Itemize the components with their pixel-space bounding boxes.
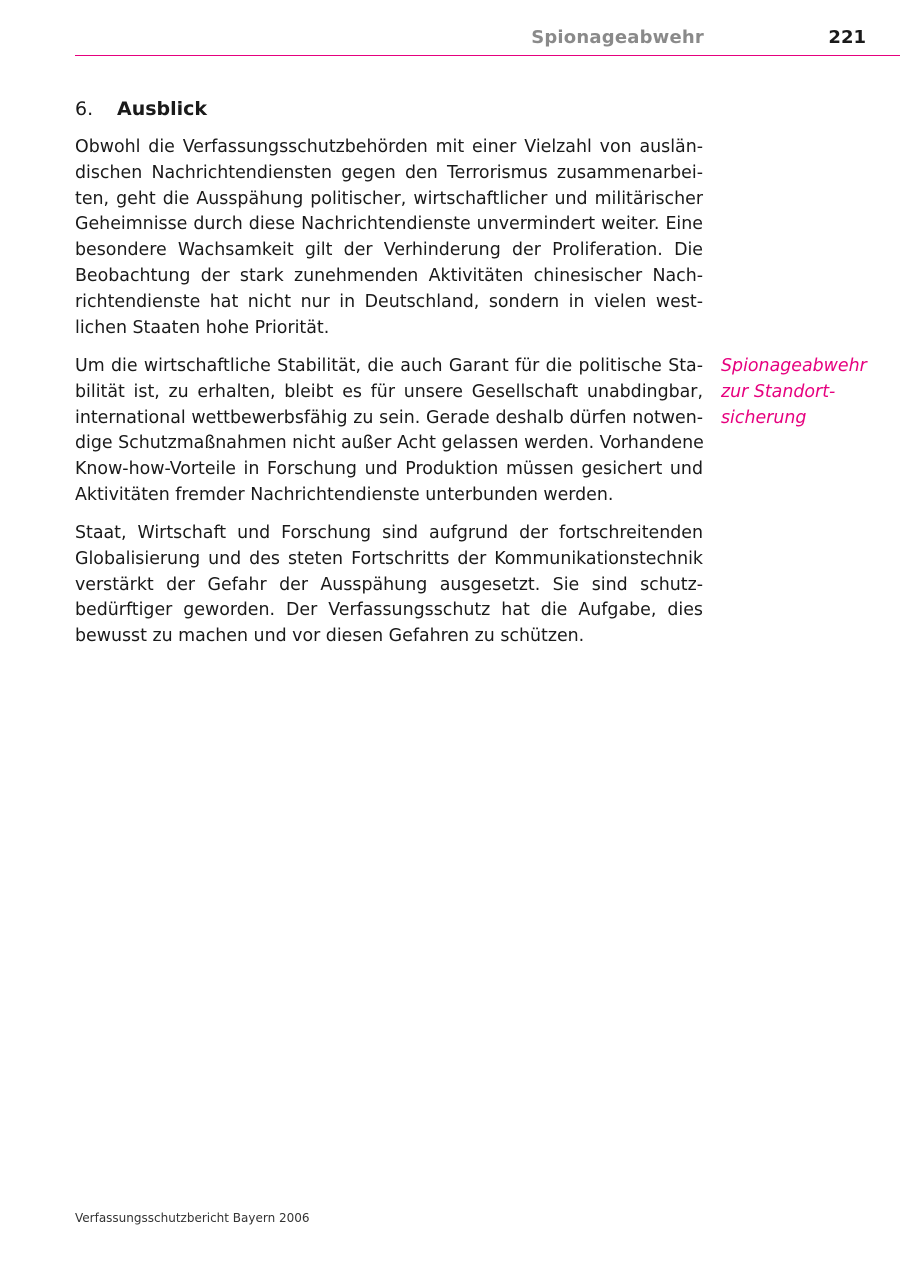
text-line: dige Schutzmaßnahmen nicht außer Acht gelassen werden. Vorhandene xyxy=(75,433,704,454)
paragraph-2 xyxy=(75,354,703,509)
text-line: lichen Staaten hohe Priorität. xyxy=(75,317,330,338)
section-title: Ausblick xyxy=(117,98,208,120)
margin-note-line: zur Standort- xyxy=(721,381,836,402)
paragraph-1 xyxy=(75,135,703,341)
text-line: Aktivitäten fremder Nachrichtendienste unterbunden werden. xyxy=(75,484,614,505)
text-line: Um die wirtschaftliche Stabilität, die auch Garant für die politische Sta- xyxy=(75,356,703,376)
text-line: Globalisierung und des steten Fortschritts der Kommunikationstechnik xyxy=(75,548,703,569)
text-line: international wettbewerbsfähig zu sein. Gerade deshalb dürfen notwen- xyxy=(75,407,703,428)
text-line: Geheimnisse durch diese Nachrichtendienste unvermindert weiter. Eine xyxy=(75,214,703,235)
page-footer: Verfassungsschutzbericht Bayern 2006 xyxy=(75,1211,310,1225)
section-heading xyxy=(75,96,207,122)
margin-note xyxy=(721,354,891,431)
margin-note-line: sicherung xyxy=(721,407,807,428)
text-line: Obwohl die Verfassungsschutzbehörden mit einer Vielzahl von auslän- xyxy=(75,137,703,157)
header-rule xyxy=(75,55,900,56)
running-title: Spionageabwehr xyxy=(531,27,704,48)
text-line: bedürftiger geworden. Der Verfassungsschutz hat die Aufgabe, dies xyxy=(75,600,703,621)
text-line: richtendienste hat nicht nur in Deutschland, sondern in vielen west- xyxy=(75,291,703,312)
page-number: 221 xyxy=(828,27,866,48)
text-line: bewusst zu machen und vor diesen Gefahren zu schützen. xyxy=(75,626,585,647)
text-line: bilität ist, zu erhalten, bleibt es für unsere Gesellschaft unabdingbar, xyxy=(75,381,703,402)
text-line: besondere Wachsamkeit gilt der Verhinderung der Proliferation. Die xyxy=(75,240,703,261)
text-line: dischen Nachrichtendiensten gegen den Terrorismus zusammenarbei- xyxy=(75,162,703,183)
text-line: Beobachtung der stark zunehmenden Aktivitäten chinesischer Nach- xyxy=(75,265,703,286)
paragraph-3 xyxy=(75,521,703,650)
text-line: Staat, Wirtschaft und Forschung sind aufgrund der fortschreitenden xyxy=(75,523,703,543)
running-header xyxy=(0,0,900,58)
text-line: ten, geht die Ausspähung politischer, wirtschaftlicher und militärischer xyxy=(75,188,703,209)
text-line: verstärkt der Gefahr der Ausspähung ausgesetzt. Sie sind schutz- xyxy=(75,574,703,595)
section-number: 6. xyxy=(75,98,94,120)
text-line: Know-how-Vorteile in Forschung und Produktion müssen gesichert und xyxy=(75,459,703,480)
margin-note-line: Spionageabwehr xyxy=(721,356,867,376)
